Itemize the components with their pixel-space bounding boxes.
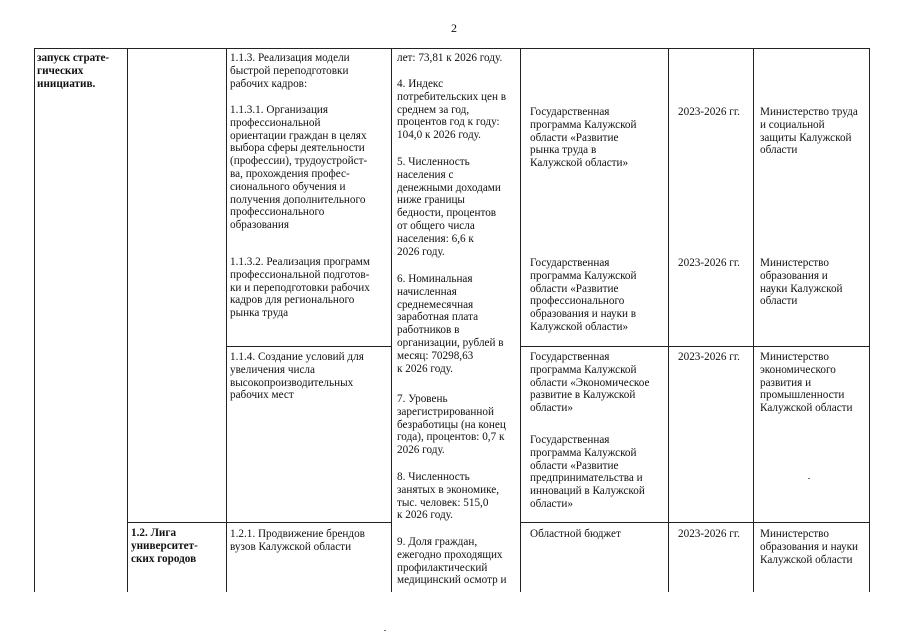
measure-1-1-3: 1.1.3. Реализация модели быстрой переподготовки рабочих кадров: [230,52,350,90]
program-entrepreneurship: Государственная программа Калужской области «Развитие предпринимательства и инноваций в Калужской области» [530,434,645,510]
program-professional-education: Государственная программа Калужской области «Развитие профессионального образования и науки в Калужской области» [530,257,637,333]
table-border-left [34,48,35,592]
responsible-economy-ministry: Министерство экономического развития и промышленности Калужской области [760,351,853,415]
responsible-labor-ministry: Министерство труда и социальной защиты Калужской области [760,106,858,157]
column-divider [226,48,227,592]
column-divider [668,48,669,592]
period-2: 2023-2026 гг. [678,257,740,269]
column-divider [753,48,754,592]
program-labor-market: Государственная программа Калужской области «Развитие рынка труда в Калужской области» [530,106,637,170]
indicator-3-tail: лет: 73,81 к 2026 году. [397,52,503,64]
program-regional-budget: Областной бюджет [530,528,621,540]
responsible-education-ministry-2: Министерство образования и науки Калужской области [760,528,858,566]
period-1: 2023-2026 гг. [678,106,740,118]
table-border-top [34,48,870,49]
university-cities-league-label: 1.2. Лига университет- ских городов [131,527,198,565]
scan-speck [808,478,810,479]
table-border-right [869,48,870,592]
indicator-8: 8. Численность занятых в экономике, тыс. человек: 515,0 к 2026 году. [397,471,500,522]
measure-1-2-1: 1.2.1. Продвижение брендов вузов Калужской области [230,528,365,553]
strategic-initiatives-label: запуск страте- гических инициатив. [37,52,110,90]
indicator-9: 9. Доля граждан, ежегодно проходящих профилактический медицинский осмотр и [397,536,507,587]
row-divider [226,346,392,347]
row-divider [520,522,870,523]
period-3: 2023-2026 гг. [678,351,740,363]
row-divider [520,346,870,347]
measure-1-1-3-1: 1.1.3.1. Организация профессиональной ориентации граждан в целях выбора сферы деятельности (профессии), трудоустройст- ва, прохождения профес- сионального обучения и получения дополнительного профессионального образования [230,104,368,232]
row-divider [127,522,392,523]
measure-1-1-4: 1.1.4. Создание условий для увеличения числа высокопроизводительных рабочих мест [230,351,364,402]
indicator-5: 5. Численность населения с денежными доходами ниже границы бедности, процентов от общего числа населения: 6,6 к 2026 году. [397,156,501,258]
indicator-4: 4. Индекс потребительских цен в среднем за год, процентов год к году: 104,0 к 2026 году. [397,78,507,142]
program-economic-development: Государственная программа Калужской области «Экономическое развитие в Калужской области» [530,351,650,415]
measure-1-1-3-2: 1.1.3.2. Реализация программ профессиональной подготов- ки и переподготовки рабочих кадров для регионального рынка труда [230,256,370,320]
responsible-education-ministry: Министерство образования и науки Калужской области [760,257,843,308]
indicator-7: 7. Уровень зарегистрированной безработицы (на конец года), процентов: 0,7 к 2026 году. [397,393,506,457]
page-number: 2 [451,21,457,35]
column-divider [391,48,392,592]
indicator-6: 6. Номинальная начисленная среднемесячная заработная плата работников в организации, рублей в месяц: 70298,63 к 2026 году. [397,273,504,375]
column-divider [520,48,521,592]
scan-speck [384,630,386,631]
column-divider [127,48,128,592]
period-4: 2023-2026 гг. [678,528,740,540]
